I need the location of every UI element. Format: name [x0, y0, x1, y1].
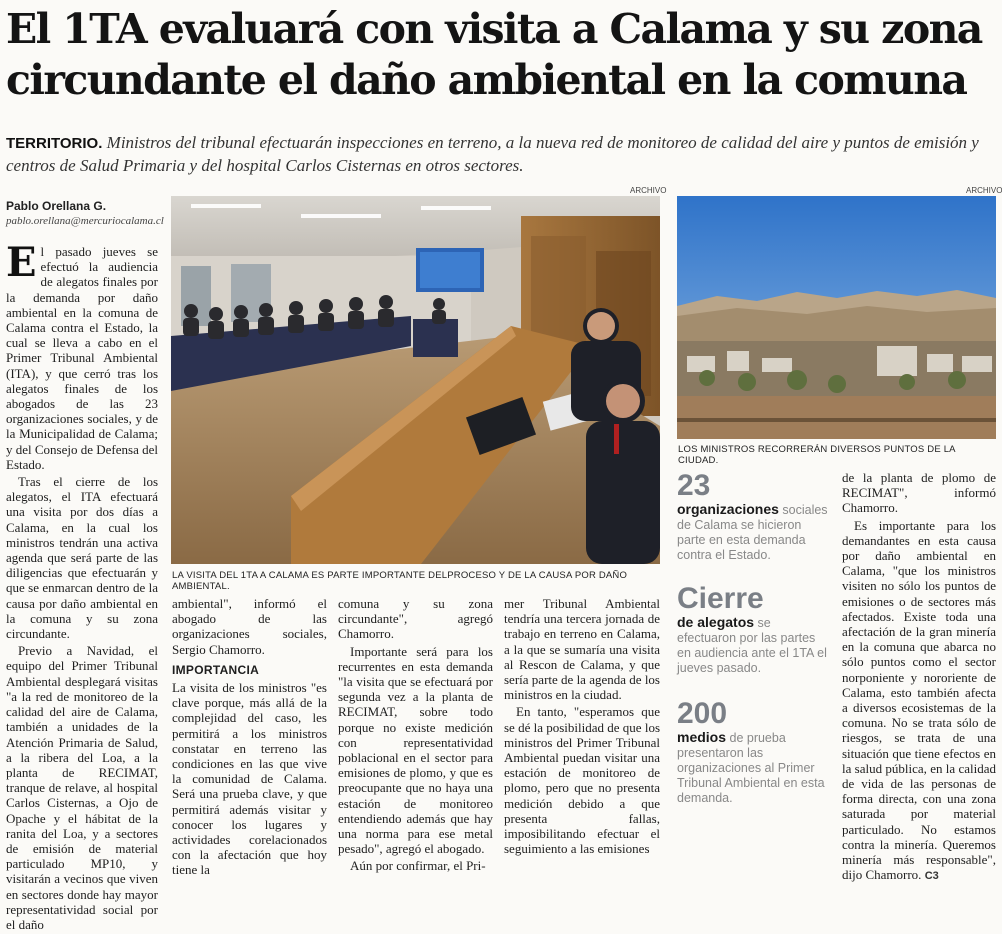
- headline-line-1: El 1TA evaluará con visita a Calama y su zona: [6, 5, 982, 53]
- paragraph: Previo a Navidad, el equipo del Primer Tribunal Ambiental desplegará visitas "a la red de monitoreo de la calidad del aire de Calama, también a unidades de la Atención Primaria de Salud, a la ribera del Loa, a la planta de RECIMAT, tranque de relave, al hospital Carlos Cisternas, a Ojo de Opache y el hábitat de la ranita del Loa, y a sectores de emisión de material particulado MP10, y visitarán a vecinos que viven en sectores donde hay mayor representatividad social por el daño: [6, 643, 158, 932]
- paragraph: Es importante para los demandantes en esta causa por daño ambiental en Calama, "que los ministros visiten no sólo los puntos de emisiones o de sectores más afectados. Existe toda una afectación de la gran minería en la comuna que abarca no sólo puntos como el sector norponiente y nororiente de Calama, esto también afecta a diversos ecosistemas de la comuna. No se trata sólo de riesgos, se trata de una situación que tiene efectos en la salud pública, en la calidad de vida de las personas de forma directa, con una zona saturada por material particulado. No estamos contra la minería. Queremos minería más responsable", dijo Chamorro. C3: [842, 517, 996, 883]
- city-photo: [677, 196, 996, 439]
- paragraph: comuna y su zona circundante", agregó Chamorro.: [338, 596, 493, 642]
- main-photo-caption: LA VISITA DEL 1TA A CALAMA ES PARTE IMPORTANTE DELPROCESO Y DE LA CAUSA POR DAÑO AMBIENTAL.: [172, 570, 628, 592]
- lead-paragraph: [6, 132, 996, 177]
- drop-cap: E: [6, 239, 37, 286]
- article-column-2: [172, 596, 327, 880]
- article-column-4: [504, 596, 660, 858]
- author-email: pablo.orellana@mercuriocalama.cl: [6, 215, 164, 227]
- stat-number: Cierre: [677, 582, 764, 615]
- headline: [6, 4, 996, 106]
- subheading: IMPORTANCIA: [172, 662, 260, 677]
- stat-text: medios de prueba presentaron las organizaciones al Primer Tribunal Ambiental en esta demanda.: [677, 729, 825, 805]
- end-mark: C3: [924, 870, 939, 883]
- article-column-1: [6, 239, 158, 934]
- lead-text: Ministros del tribunal efectuarán inspecciones en terreno, a la nueva red de monitoreo de calidad del aire y puntos de emisión y centros de Salud Primaria y del hospital Carlos Cisternas en otros sectores.: [6, 133, 979, 175]
- paragraph: de la planta de plomo de RECIMAT", informó Chamorro.: [842, 470, 996, 516]
- stat-text: de alegatos se efectuaron por las partes en audiencia ante el 1TA el jueves pasado.: [677, 614, 827, 675]
- paragraph: Importante será para los recurrentes en esta demanda "la visita que se efectuará por segunda vez a la planta de RECIMAT, sobre todo porque no existe medición con representatividad poblacional en el sector para emisiones de plomo, y que es preocupante que no haya una estación de monitoreo entendiendo además que hay una norma para ese metal pesado", agregó el abogado.: [338, 643, 493, 857]
- stat-medios: [677, 698, 829, 806]
- paragraph: mer Tribunal Ambiental tendría una tercera jornada de trabajo en terreno en Calama, a la que se sumaría una visita al Rescon de Calama, y que sería parte de la agenda de los ministros en la ciudad.: [504, 596, 660, 703]
- calama-landscape-illustration: [677, 196, 996, 439]
- article-column-6: [842, 470, 996, 886]
- stat-organizaciones: [677, 470, 829, 563]
- photo-credit: ARCHIVO: [630, 186, 667, 195]
- stat-number: 23: [677, 469, 711, 502]
- paragraph: La visita de los ministros "es clave porque, más allá de la complejidad del caso, les permitirá a los ministros constatar en terreno las condiciones en las que vive la comunidad de Calama. Será una prueba clave, y que permitirá además visitar y conocer los lugares y actividades corelacionados con la afectación que hoy tiene la: [172, 680, 327, 878]
- article-column-3: [338, 596, 493, 876]
- photo-credit: ARCHIVO: [966, 186, 1002, 195]
- stat-number: 200: [677, 697, 728, 730]
- paragraph: El pasado jueves se efectuó la audiencia de alegatos finales por la demanda por daño ambiental en la comuna de Calama contra el Estado, la cual se lleva a cabo en el Primer Tribunal Ambiental (ITA), y que cerró tras los alegatos finales de los abogados de las 23 organizaciones sociales, y de la Municipalidad de Calama; y del Consejo de Defensa del Estado.: [6, 239, 158, 472]
- section-tag: TERRITORIO.: [6, 135, 103, 152]
- paragraph: Tras el cierre de los alegatos, el ITA efectuará una visita por dos días a Calama, en la cual los ministros tendrán una activa agenda que será parte de las diligencias que efectuarán y que se enmarcan dentro de la causa por daño ambiental en la comuna y su zona circundante.: [6, 474, 158, 642]
- paragraph: En tanto, "esperamos que se dé la posibilidad de que los ministros del Primer Tribunal Ambiental puedan visitar una estación de monitoreo de plomo, pero que no presenta medición debido a que presenta fallas, imposibilitando efectuar el seguimiento a las emisiones: [504, 704, 660, 857]
- courtroom-illustration: [171, 196, 660, 564]
- paragraph: Aún por confirmar, el Pri-: [350, 858, 486, 874]
- headline-line-2: circundante el daño ambiental en la comuna: [6, 56, 967, 104]
- author-name: Pablo Orellana G.: [6, 199, 107, 213]
- stat-text: organizaciones sociales de Calama se hicieron parte en esta demanda contra el Estado.: [677, 501, 828, 562]
- stats-sidebar: [677, 470, 829, 806]
- city-photo-caption: LOS MINISTROS RECORRERÁN DIVERSOS PUNTOS DE LA CIUDAD.: [678, 444, 956, 466]
- courtroom-photo: [171, 196, 660, 564]
- paragraph: ambiental", informó el abogado de las organizaciones sociales, Sergio Chamorro.: [172, 596, 327, 657]
- stat-cierre: [677, 583, 829, 676]
